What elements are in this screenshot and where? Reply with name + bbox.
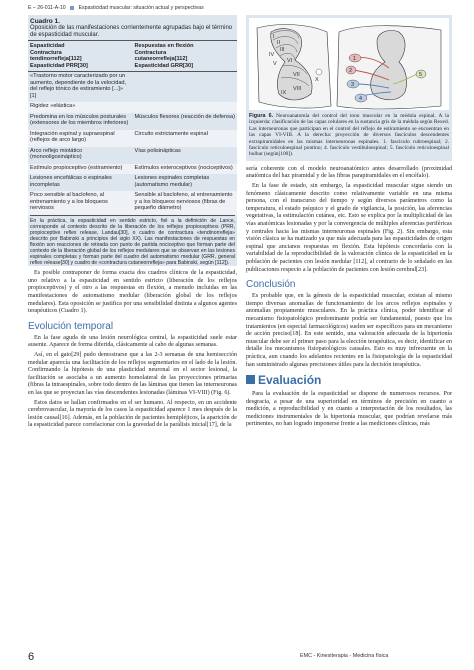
cuadro-row <box>28 72 237 103</box>
tract-number: 3 <box>351 82 355 88</box>
header-right-line: Contractura <box>134 49 167 56</box>
body-paragraph: Es probable que, en la génesis de la espasticidad muscular, existan al mismo tiempo diversas anomalías de funcionamiento de los arcos reflejos espinales y anomalías propiamente musculares. En la práctica clínica, poder identificar el mecanismo fisiopatológico predominante podría ser fundamental, puesto que los tratamientos (en especial farmacológicos) suelen ser específicos para un mecanismo de acción preciso[18]. En este sentido, una valoración adecuada de la hipertonía muscular debe ser el primer paso para la elección terapéutica, es decir, identificar en detalle los mecanismos fisiopatológicos causales. Esto es muy infrecuente en la práctica, aun cuando los adelantos recientes en la fisiopatología de la espasticidad han suministrado algunas precisiones útiles para la decisión terapéutica. <box>246 293 452 368</box>
body-paragraph: Para la evaluación de la espasticidad se dispone de numerosos recursos. Por desgracia, a pesar de una superioridad en términos de precisión en cuanto a medición, a reproducibilidad y en cuanto a interpretación de los resultados, las mediciones instrumentales de la hipertonía muscular, que podrían revelarse más pertinentes, no han logrado imponerse frente a las mediciones clínicas, más <box>246 391 452 428</box>
cuadro-table <box>28 40 237 215</box>
tract-number: 2 <box>349 68 353 74</box>
body-paragraph: Así, en el gato[29] pudo demostrarse que a las 2-3 semanas de una hemisección medular aparecía una facilitación de los reflejos segmentarios en el lado de la lesión. Confirmando la hipótesis de una plasticidad neuronal en el sector lesional, la facilitación se asociaba a un aumento homolateral de las proyecciones primarias (fibras Ia intraespinales, sobre todo dentro de las láminas que tienen las interneuronas en las que se proyectan las vías descendentes lesionadas (láminas VI-VIII) (Fig. 6). <box>28 352 237 396</box>
cuadro-cell-right: Músculos flexores (reacción de defensa) <box>134 113 235 120</box>
body-paragraph: En la fase de estado, sin embargo, la espasticidad muscular sigue siendo un fenómeno clásicamente descrito como relativamente variable en una misma persona, con el transcurso del tiempo y según diversos parámetros como la temperatura, el estado psíquico y el grado de vigilancia, la posición, las aferencias vegetativas, la estimulación cutánea, etc. Esto se explica por la multiplicidad de las vías anatómicas lesionadas y por la convergencia de múltiples aferencias periféricas y centrales hacia las mismas interneuronas espinales (Fig. 2). Sin embargo, esta visión clásica se ha matizado ya que más adecuada para las espasticidades de origen espinal que ancianos respuestas en flexión. Esta hipótesis concordaría con la variabilidad de la reproducibilidad de la valoración clínica de la espasticidad en la población de pacientes con lesión medular [112], al contrario de lo señalado en las publicaciones respecto a la población de pacientes con lesión cerebral[23]. <box>246 183 452 273</box>
lamina-label: VIII <box>293 86 302 92</box>
rexed-laminae-diagram <box>257 25 331 109</box>
section-heading-evaluacion <box>246 373 452 387</box>
descending-tracts-diagram <box>337 26 441 109</box>
cuadro-cell-left: Estímulo propioceptivo (estiramiento) <box>28 164 133 175</box>
square-bullet-icon <box>246 375 255 384</box>
cuadro-cell-left: Predomina en los músculos posturales (extensores de los miembros inferiores) <box>30 113 129 126</box>
cuadro-header-row <box>28 41 237 72</box>
header-left-line: Contractura <box>30 49 62 56</box>
cuadro-subtitle: Oposición de las manifestaciones corrientemente agrupadas bajo el término de espasticidad muscular. <box>30 25 233 38</box>
cuadro-cell-left: «Trastorno motor caracterizado por un aumento, dependiente de la velocidad, del reflejo tónico de estiramiento [...]» [1] <box>30 73 127 99</box>
cuadro-note: En la práctica, la espasticidad en sentido estricto, fiel a la definición de Lance, corresponde al contexto descrito de la liberación de los reflejos propioceptivos (PRR, propioceptive reflex release, Landau[30], o cuadro de contractura «tendinorrefleja» descrito por Babinski a principios del siglo XX). Las manifestaciones de respuestas en flexión son reacciones de retirada con punto de partida nociceptivo que forman parte del contexto de la liberación global de los reflejos medulares que se observan en las lesiones espinales completas y forman parte del cuadro del automatismo medular (GRR, general reflex release[30] y cuadro de «contractura cutaneorrefleja» para Babinski, según [112]). <box>30 217 235 267</box>
left-column <box>28 15 237 432</box>
lamina-label: VI <box>287 58 293 64</box>
spinal-cord-figure <box>249 18 449 110</box>
body-paragraph: Estos datos se hallan confirmados en el ser humano. Al respecto, en un accidente cerebrovascular, la mayoría de los casos la espasticidad aparece 1 mes después de la lesión causal[16]. Además, en la población de pacientes hemipléjicos, la aparición de la espasticidad parece correlacionar con la gravedad de la parálisis inicial[17], de la <box>28 399 237 429</box>
cuadro-cell-right: Sensible al baclofeno, al entrenamiento y a los bloqueos nerviosos (fibras de pequeño diámetro) <box>133 191 238 215</box>
header-right-line: Respuestas en flexión <box>134 43 194 49</box>
figure-caption-label: Figura 6. <box>249 113 274 119</box>
header-right-line: cutaneorrefleja[112] <box>134 56 188 62</box>
cuadro-cell-left: Poco sensible al baclofeno, al entrenamiento y a los bloqueos nerviosos <box>28 191 133 215</box>
cuadro-cell-right <box>133 72 238 103</box>
header-left-line: Espasticidad <box>30 43 65 49</box>
lamina-label: IV <box>269 52 275 58</box>
lamina-label: II <box>277 40 281 46</box>
lamina-label: IX <box>281 90 287 96</box>
cuadro-box <box>28 15 237 266</box>
cuadro-row <box>28 147 237 164</box>
page-number: 6 <box>28 651 35 663</box>
section-heading-evaluacion-text: Evaluación <box>258 373 322 388</box>
cuadro-cell-right: Circuito estrictamente espinal <box>133 130 238 147</box>
cuadro-row <box>28 113 237 130</box>
lamina-label: I <box>273 34 275 40</box>
lamina-label: VII <box>293 72 300 78</box>
body-paragraph: En la fase aguda de una lesión neurológica central, la espasticidad suele estar ausente. Aparece de forma diferida, clásicamente al cabo de algunas semanas. <box>28 334 237 349</box>
page-footer: EMC - Kinesiterapia - Medicina física <box>300 653 389 659</box>
figure-caption-text: Neuroanatomía del control del tono muscular en la médula espinal. A la izquierda: clasificación de las capas celulares en la sustancia gris de la médula según Rexed. Las interneuronas que participan en el control del reflejo de estiramiento se encuentran en las capas VI-VIII. A la derecha: proyección de diversos fascículos descendentes extrapiramidales en las mismas interneuronas espinales. 1. fascículo rubroespinal; 2. fascículo reticuloespinal pontino; 4. fascículo vestibuloespinal; 5. fascículo reticuloespinal bulbar (según[100]). <box>249 113 449 158</box>
body-paragraph: sería coherente con el modelo neuroanatómico antes desarrollado (proximidad anatómica del haz piramidal y de las fibras parapiramidales en el encéfalo). <box>246 165 452 180</box>
lamina-label: III <box>280 47 285 53</box>
lamina-label: X <box>315 77 319 83</box>
cuadro-row <box>28 164 237 175</box>
figure-box <box>246 15 452 161</box>
tract-number: 4 <box>359 96 363 102</box>
cuadro-cell-left: Lesiones encefálicas o espinales incompletas <box>30 175 112 188</box>
cuadro-title: Cuadro 1. <box>30 18 60 25</box>
lamina-label: V <box>273 61 277 67</box>
cuadro-cell-right <box>133 102 238 113</box>
cuadro-cell-right: Estímulos exteroceptivos (nociceptivos) <box>133 164 238 175</box>
running-head-title: Espasticidad muscular: situación actual y perspectivas <box>78 5 204 11</box>
cuadro-cell-left: Rigidez «elástica» <box>28 102 133 113</box>
header-right-line: Espasticidad GRR[30] <box>134 62 193 69</box>
tract-number: 5 <box>419 72 423 78</box>
header-left-line: Espasticidad PRR[30] <box>30 62 88 69</box>
cuadro-cell-right: Lesiones espinales completas (automatismo medular) <box>134 175 210 188</box>
cuadro-row <box>28 130 237 147</box>
header-left-line: tendinorrefleja[112] <box>30 56 82 62</box>
cuadro-cell-left: Arco reflejo miotático (monooligosináptico) <box>30 147 83 160</box>
cuadro-cell-left: Integración espinal y supraespinal (reflejos de arco largo) <box>28 130 133 147</box>
section-heading-evolucion: Evolución temporal <box>28 320 114 332</box>
cuadro-row <box>28 102 237 113</box>
section-heading-conclusion: Conclusión <box>246 279 296 291</box>
figure-caption <box>249 113 449 158</box>
tract-number: 1 <box>353 56 357 62</box>
cuadro-row <box>28 191 237 215</box>
square-bullet-icon <box>70 6 74 10</box>
running-head <box>28 5 448 11</box>
cuadro-row <box>28 174 237 191</box>
running-head-code: E – 26-011-A-10 <box>28 5 66 11</box>
right-column <box>246 15 452 431</box>
body-paragraph: Es posible contraponer de forma exacta dos cuadros clínicos de la espasticidad, uno relativo a la espasticidad en sentido estricto (liberación de los reflejos propioceptivos) y el otro a las respuestas en flexión, a menudo incluidas en las manifestaciones de automatismo medular (liberación global de los reflejos medulares). Esta oposición se justifica por una sensibilidad distinta a algunos agentes terapéuticos (Cuadro 1). <box>28 270 237 315</box>
cuadro-cell-right: Vías polisinápticas <box>134 147 181 154</box>
